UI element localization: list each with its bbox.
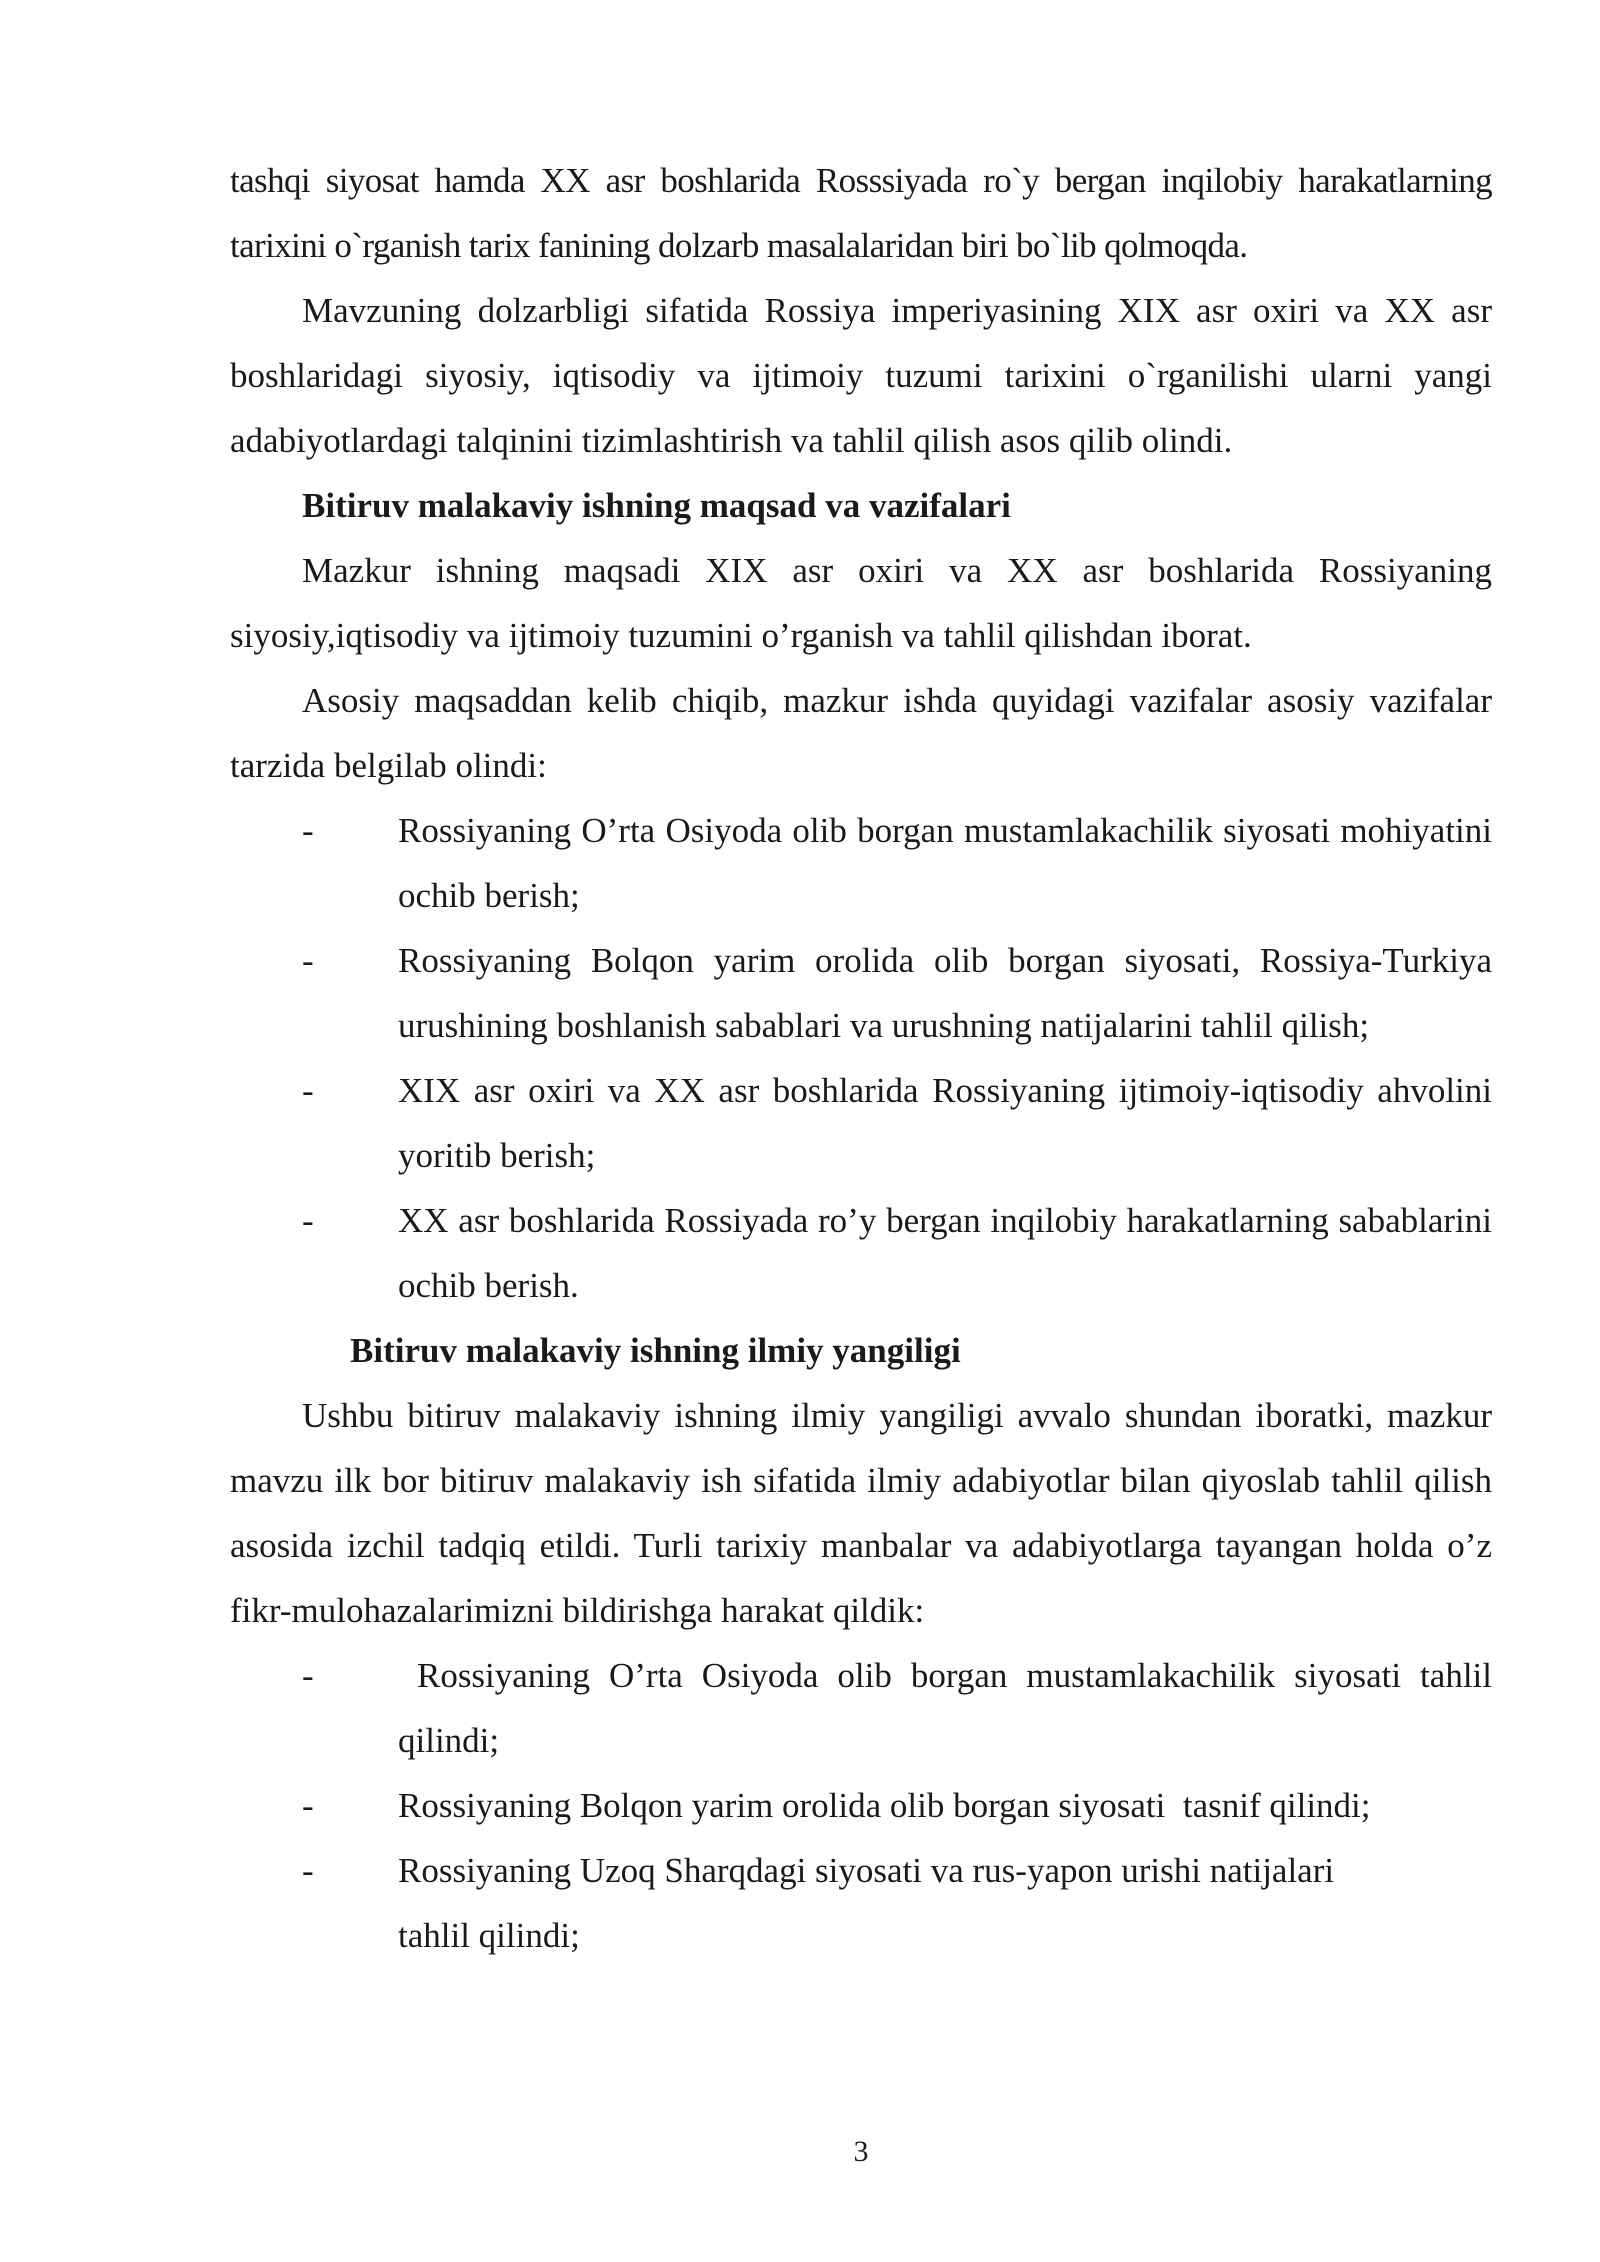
list-item [230, 1643, 1501, 1773]
list-item [230, 1188, 1492, 1318]
bullet-dash: - [302, 811, 314, 850]
paragraph-goal: Mazkur ishning maqsadi XIX asr oxiri va XX asr boshlarida Rossiyaning siyosiy,iqtisodiy va ijtimoiy tuzumini o’rganish va tahlil qilishdan iborat. [230, 551, 1492, 655]
list-item-text: Rossiyaning Bolqon yarim orolida olib borgan siyosati tasnif qilindi; [398, 1786, 1371, 1825]
heading-goals-tasks: Bitiruv malakaviy ishning maqsad va vazifalari [302, 486, 1011, 525]
bullet-dash: - [302, 1786, 314, 1825]
list-item-text: XX asr boshlarida Rossiyada ro’y bergan inqilobiy harakatlarning sabablarini ochib berish. [398, 1201, 1492, 1305]
paragraph-novelty: Ushbu bitiruv malakaviy ishning ilmiy yangiligi avvalo shundan iboratki, mazkur mavzu ilk bor bitiruv malakaviy ish sifatida ilmiy adabiyotlar bilan qiyoslab tahlil qilish asosida izchil tadqiq etildi. Turli tarixiy manbalar va adabiyotlarga tayangan holda o’z fikr-mulohazalarimizni bildirishga harakat qildik: [230, 1396, 1492, 1630]
list-item [230, 928, 1492, 1058]
list-item-text: Rossiyaning Uzoq Sharqdagi siyosati va rus-yapon urishi natijalari tahlil qilindi; [398, 1851, 1335, 1955]
paragraph-continuation: tashqi siyosat hamda XX asr boshlarida Rosssiyada ro`y bergan inqilobiy harakatlarning tarixini o`rganish tarix fanining dolzarb masalalaridan biri bo`lib qolmoqda. [230, 161, 1492, 265]
results-list [230, 1643, 1501, 1968]
list-item-text: Rossiyaning O’rta Osiyoda olib borgan mustamlakachilik siyosati tahlil qilindi; [398, 1656, 1501, 1760]
bullet-dash: - [302, 1656, 314, 1695]
bullet-dash: - [302, 1851, 314, 1890]
heading-scientific-novelty: Bitiruv malakaviy ishning ilmiy yangiligi [350, 1331, 961, 1370]
page-number: 3 [853, 2135, 869, 2168]
tasks-list [230, 798, 1492, 1318]
paragraph-tasks-intro: Asosiy maqsaddan kelib chiqib, mazkur ishda quyidagi vazifalar asosiy vazifalar tarzida belgilab olindi: [230, 681, 1492, 785]
document-page [230, 148, 1501, 1968]
list-item-text: XIX asr oxiri va XX asr boshlarida Rossiyaning ijtimoiy-iqtisodiy ahvolini yoritib berish; [398, 1071, 1492, 1175]
bullet-dash: - [302, 941, 314, 980]
bullet-dash: - [302, 1071, 314, 1110]
list-item-text: Rossiyaning Bolqon yarim orolida olib borgan siyosati, Rossiya-Turkiya urushining boshlanish sabablari va urushning natijalarini tahlil qilish; [398, 941, 1492, 1045]
list-item [230, 798, 1492, 928]
list-item-text: Rossiyaning O’rta Osiyoda olib borgan mustamlakachilik siyosati mohiyatini ochib berish; [398, 811, 1492, 915]
list-item [230, 1773, 1492, 1838]
list-item [230, 1838, 1492, 1968]
paragraph-relevance: Mavzuning dolzarbligi sifatida Rossiya imperiyasining XIX asr oxiri va XX asr boshlaridagi siyosiy, iqtisodiy va ijtimoiy tuzumi tarixini o`rganilishi ularni yangi adabiyotlardagi talqinini tizimlashtirish va tahlil qilish asos qilib olindi. [230, 291, 1492, 460]
list-item [230, 1058, 1492, 1188]
bullet-dash: - [302, 1201, 314, 1240]
